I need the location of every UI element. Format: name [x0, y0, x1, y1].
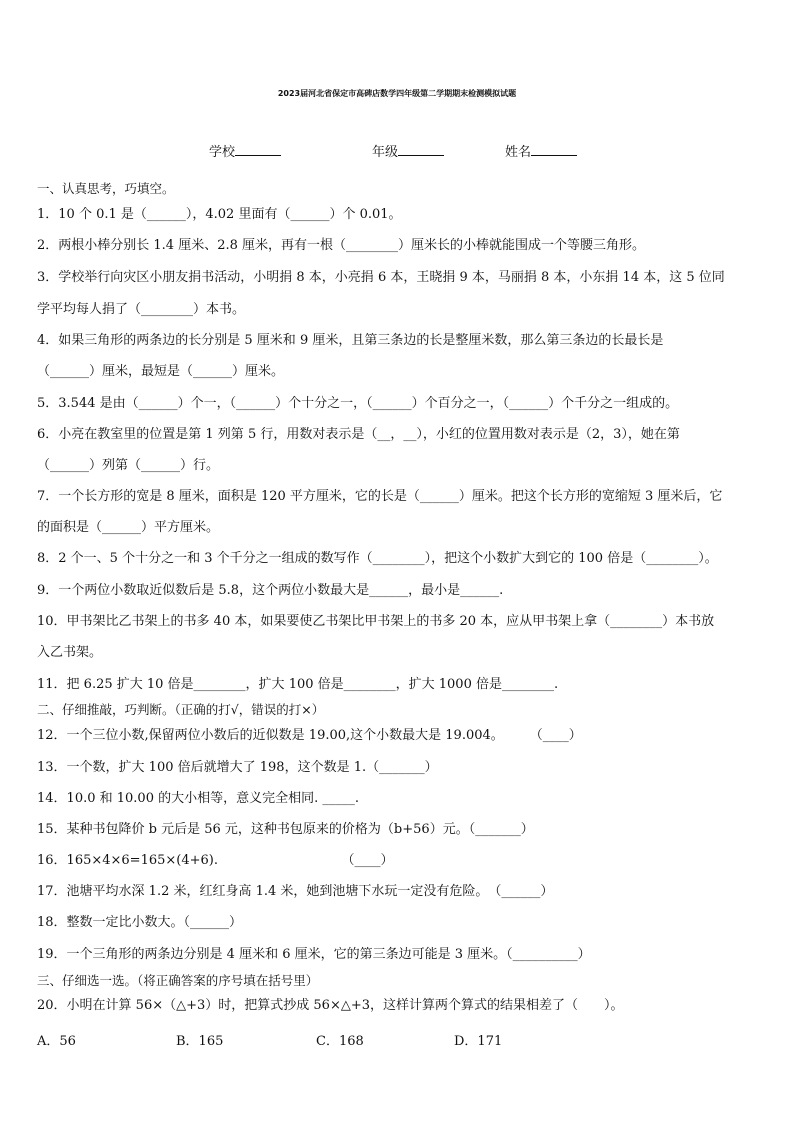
question-line: 4．如果三角形的两条边的长分别是 5 厘米和 9 厘米，且第三条边的长是整厘米数，那么第三条边的长最长是 — [37, 333, 664, 348]
option-a: A．56 — [37, 1034, 76, 1049]
question-line: 16．165×4×6=165×(4+6). （____） — [37, 853, 394, 868]
name-field — [505, 141, 577, 160]
name-label: 姓名 — [505, 145, 532, 160]
question-line: 的面积是（______）平方厘米。 — [37, 520, 220, 535]
question-line: （______）列第（______）行。 — [37, 458, 220, 473]
question-line: 15．某种书包降价 b 元后是 56 元，这种书包原来的价格为（b+56）元。（_______） — [37, 822, 534, 837]
section-1-heading: 一、认真思考，巧填空。 — [37, 181, 175, 196]
school-label: 学校 — [209, 145, 236, 160]
grade-blank — [398, 143, 444, 156]
question-line: 7．一个长方形的宽是 8 厘米，面积是 120 平方厘米，它的长是（______）厘米。把这个长方形的宽缩短 3 厘米后，它 — [37, 489, 723, 504]
question-line: 2．两根小棒分别长 1.4 厘米、2.8 厘米，再有一根（________）厘米长的小棒就能围成一个等腰三角形。 — [37, 238, 646, 253]
question-line: 18．整数一定比小数大。（______） — [37, 915, 243, 930]
question-line: 9．一个两位小数取近似数后是 5.8，这个两位小数最大是______，最小是______. — [37, 583, 504, 598]
school-blank — [235, 143, 281, 156]
question-line: 8．2 个一、5 个十分之一和 3 个千分之一组成的数写作（________），把这个小数扩大到它的 100 倍是（________）。 — [37, 551, 718, 566]
question-line: 12．一个三位小数,保留两位小数后的近似数是 19.00,这个小数最大是 19.004。 （____） — [37, 728, 582, 743]
question-line: 19．一个三角形的两条边分别是 4 厘米和 6 厘米，它的第三条边可能是 3 厘米。（__________） — [37, 947, 591, 962]
question-line: 6．小亮在教室里的位置是第 1 列第 5 行，用数对表示是（__，__），小红的位置用数对表示是（2，3），她在第 — [37, 427, 680, 442]
question-line: 10．甲书架比乙书架上的书多 40 本，如果要使乙书架比甲书架上的书多 20 本，应从甲书架上拿（________）本书放 — [37, 614, 715, 629]
question-line: 入乙书架。 — [37, 645, 103, 660]
section-2-heading: 二、仔细推敲，巧判断。（正确的打√，错误的打×） — [37, 702, 325, 717]
option-d: D．171 — [454, 1034, 503, 1049]
school-field — [209, 141, 281, 160]
question-line: 学平均每人捐了（________）本书。 — [37, 302, 246, 317]
question-line: （______）厘米，最短是（______）厘米。 — [37, 364, 285, 379]
question-line: 17．池塘平均水深 1.2 米，红红身高 1.4 米，她到池塘下水玩一定没有危险。 （______） — [37, 884, 554, 899]
question-line: 14．10.0 和 10.00 的大小相等，意义完全相同. _____. — [37, 791, 359, 806]
section-3-heading: 三、仔细选一选。（将正确答案的序号填在括号里） — [37, 973, 319, 988]
question-line: 20．小明在计算 56×（△+3）时，把算式抄成 56×△+3，这样计算两个算式的结果相差了（ ）。 — [37, 998, 624, 1013]
question-line: 1．10 个 0.1 是（______），4.02 里面有（______）个 0.01。 — [37, 207, 402, 222]
option-b: B．165 — [176, 1034, 224, 1049]
question-line: 13．一个数，扩大 100 倍后就增大了 198，这个数是 1.（_______） — [37, 760, 438, 775]
question-line: 5．3.544 是由（______）个一，（______）个十分之一，（______）个百分之一，（______）个千分之一组成的。 — [37, 396, 679, 411]
page-title: 2023届河北省保定市高碑店数学四年级第二学期期末检测模拟试题 — [277, 89, 517, 98]
name-blank — [531, 143, 577, 156]
option-c: C．168 — [316, 1034, 364, 1049]
grade-label: 年级 — [372, 145, 399, 160]
question-line: 11．把 6.25 扩大 10 倍是________，扩大 100 倍是________，扩大 1000 倍是________. — [37, 677, 559, 692]
question-line: 3．学校举行向灾区小朋友捐书活动，小明捐 8 本，小亮捐 6 本，王晓捐 9 本，马丽捐 8 本，小东捐 14 本，这 5 位同 — [37, 270, 725, 285]
grade-field — [372, 141, 444, 160]
